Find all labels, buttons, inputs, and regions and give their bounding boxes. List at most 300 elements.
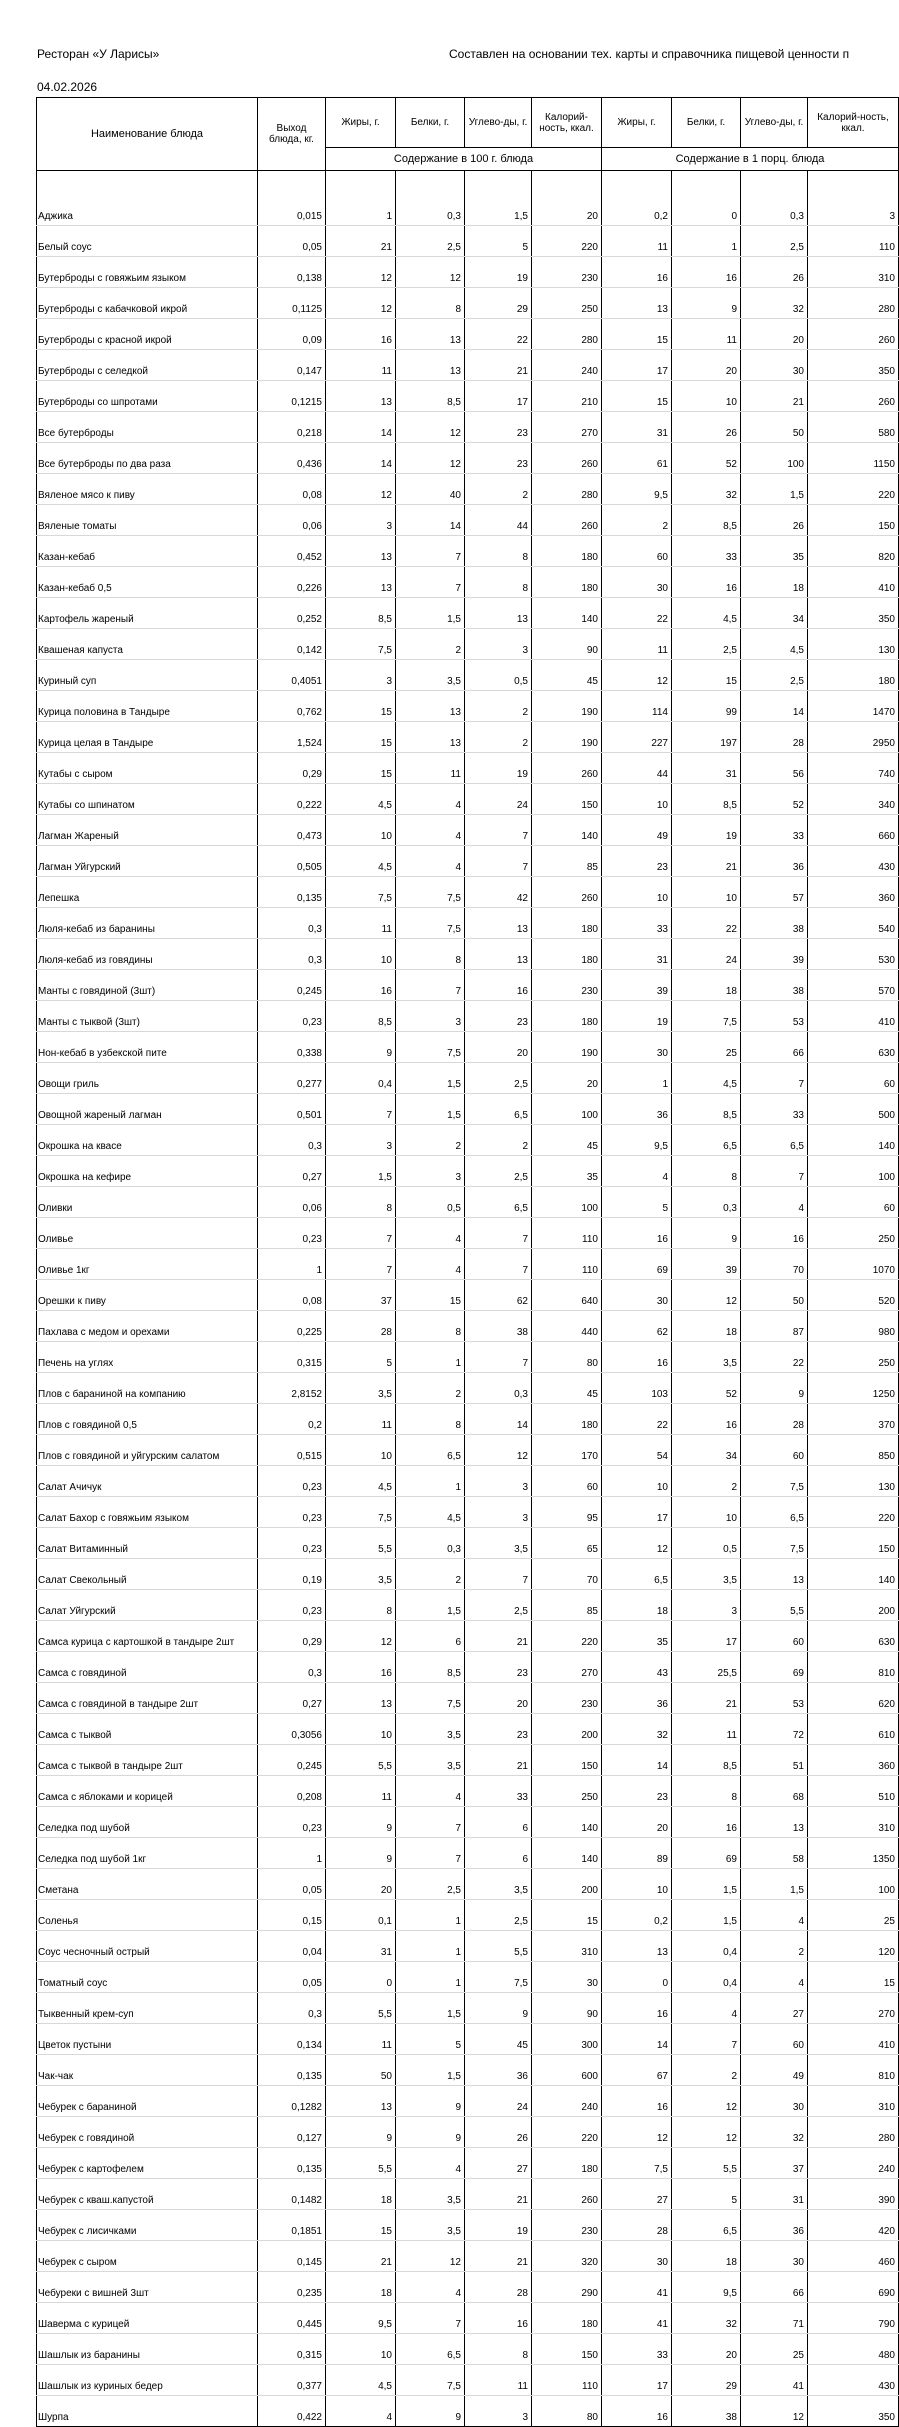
cell-carbs-portion: 60 <box>741 2024 808 2055</box>
cell-carbs-portion: 1,5 <box>741 1869 808 1900</box>
cell-yield: 0,23 <box>258 1590 326 1621</box>
cell-dish-name: Шашлык из баранины <box>37 2334 258 2365</box>
cell-protein-portion: 39 <box>672 1249 741 1280</box>
cell-carbs-portion: 100 <box>741 443 808 474</box>
cell-kcal-portion: 100 <box>808 1156 899 1187</box>
cell-carbs-100: 0,3 <box>465 1373 532 1404</box>
cell-yield: 0,208 <box>258 1776 326 1807</box>
cell-carbs-100: 2,5 <box>465 1063 532 1094</box>
cell-protein-portion: 0,5 <box>672 1528 741 1559</box>
cell-fat-100: 11 <box>326 350 396 381</box>
cell-fat-portion: 1 <box>602 1063 672 1094</box>
cell-kcal-100: 260 <box>532 2179 602 2210</box>
cell-protein-100: 4 <box>396 846 465 877</box>
cell-fat-100: 3 <box>326 1125 396 1156</box>
cell-yield: 0,218 <box>258 412 326 443</box>
cell-kcal-100: 180 <box>532 536 602 567</box>
cell-dish-name: Курица половина в Тандыре <box>37 691 258 722</box>
cell-carbs-portion: 32 <box>741 288 808 319</box>
cell-dish-name: Лагман Уйгурский <box>37 846 258 877</box>
cell-kcal-100: 100 <box>532 1094 602 1125</box>
cell-yield: 0,3056 <box>258 1714 326 1745</box>
cell-protein-100: 3 <box>396 1156 465 1187</box>
cell-carbs-100: 23 <box>465 412 532 443</box>
cell-fat-portion: 0 <box>602 1962 672 1993</box>
cell-kcal-100: 200 <box>532 1714 602 1745</box>
cell-carbs-100: 27 <box>465 2148 532 2179</box>
cell-fat-100: 1,5 <box>326 1156 396 1187</box>
cell-carbs-100: 24 <box>465 2086 532 2117</box>
cell-fat-portion: 49 <box>602 815 672 846</box>
cell-protein-100: 5 <box>396 2024 465 2055</box>
table-row <box>37 257 899 288</box>
cell-kcal-100: 65 <box>532 1528 602 1559</box>
cell-dish-name: Лепешка <box>37 877 258 908</box>
cell-kcal-portion: 250 <box>808 1218 899 1249</box>
cell-fat-100: 4,5 <box>326 784 396 815</box>
cell-dish-name: Самса с тыквой <box>37 1714 258 1745</box>
cell-fat-100: 7 <box>326 1218 396 1249</box>
cell-dish-name: Плов с говядиной 0,5 <box>37 1404 258 1435</box>
cell-dish-name: Орешки к пиву <box>37 1280 258 1311</box>
cell-carbs-100: 23 <box>465 1714 532 1745</box>
cell-carbs-portion: 5,5 <box>741 1590 808 1621</box>
cell-protein-portion: 29 <box>672 2365 741 2396</box>
cell-fat-100: 20 <box>326 1869 396 1900</box>
cell-dish-name: Манты с тыквой (3шт) <box>37 1001 258 1032</box>
cell-dish-name: Томатный соус <box>37 1962 258 1993</box>
table-row <box>37 815 899 846</box>
cell-dish-name: Салат Витаминный <box>37 1528 258 1559</box>
cell-carbs-100: 3 <box>465 1466 532 1497</box>
cell-carbs-portion: 28 <box>741 722 808 753</box>
cell-yield: 0,452 <box>258 536 326 567</box>
cell-protein-100: 15 <box>396 1280 465 1311</box>
cell-protein-100: 4 <box>396 1776 465 1807</box>
cell-carbs-portion: 66 <box>741 1032 808 1063</box>
cell-kcal-100: 260 <box>532 877 602 908</box>
table-row <box>37 2179 899 2210</box>
cell-kcal-100: 110 <box>532 1218 602 1249</box>
cell-carbs-100: 2,5 <box>465 1900 532 1931</box>
cell-fat-portion: 67 <box>602 2055 672 2086</box>
cell-kcal-portion: 220 <box>808 474 899 505</box>
cell-carbs-portion: 52 <box>741 784 808 815</box>
cell-carbs-100: 3,5 <box>465 1528 532 1559</box>
cell-protein-portion: 4,5 <box>672 598 741 629</box>
cell-fat-100: 4,5 <box>326 2365 396 2396</box>
table-row <box>37 1156 899 1187</box>
cell-carbs-portion: 12 <box>741 2396 808 2427</box>
cell-fat-portion: 62 <box>602 1311 672 1342</box>
cell-kcal-100: 45 <box>532 660 602 691</box>
cell-carbs-100: 13 <box>465 598 532 629</box>
cell-fat-portion: 11 <box>602 226 672 257</box>
cell-carbs-100: 7 <box>465 1249 532 1280</box>
col-header-yield: Выход блюда, кг. <box>258 98 326 171</box>
table-row <box>37 753 899 784</box>
cell-fat-100: 5 <box>326 1342 396 1373</box>
cell-kcal-portion: 220 <box>808 1497 899 1528</box>
cell-kcal-100: 220 <box>532 2117 602 2148</box>
cell-fat-portion: 30 <box>602 1280 672 1311</box>
cell-fat-portion: 2 <box>602 505 672 536</box>
cell-dish-name: Лагман Жареный <box>37 815 258 846</box>
cell-kcal-portion: 790 <box>808 2303 899 2334</box>
cell-dish-name: Квашеная капуста <box>37 629 258 660</box>
cell-kcal-100: 240 <box>532 2086 602 2117</box>
cell-protein-portion: 2,5 <box>672 629 741 660</box>
cell-kcal-portion: 420 <box>808 2210 899 2241</box>
cell-carbs-portion: 1,5 <box>741 474 808 505</box>
cell-protein-portion: 16 <box>672 257 741 288</box>
cell-kcal-portion: 610 <box>808 1714 899 1745</box>
cell-carbs-portion: 7 <box>741 1063 808 1094</box>
cell-protein-portion: 8,5 <box>672 505 741 536</box>
cell-kcal-100: 70 <box>532 1559 602 1590</box>
cell-protein-100: 13 <box>396 319 465 350</box>
cell-yield: 0,505 <box>258 846 326 877</box>
table-row <box>37 1094 899 1125</box>
cell-carbs-100: 11 <box>465 2365 532 2396</box>
table-row <box>37 1001 899 1032</box>
cell-yield: 0,06 <box>258 1187 326 1218</box>
cell-protein-100: 12 <box>396 443 465 474</box>
cell-fat-portion: 30 <box>602 567 672 598</box>
cell-fat-100: 3,5 <box>326 1373 396 1404</box>
group-header-per-portion: Содержание в 1 порц. блюда <box>602 148 899 171</box>
cell-yield: 0,3 <box>258 1652 326 1683</box>
cell-carbs-100: 33 <box>465 1776 532 1807</box>
cell-fat-portion: 11 <box>602 629 672 660</box>
cell-kcal-portion: 850 <box>808 1435 899 1466</box>
cell-fat-100: 7,5 <box>326 629 396 660</box>
cell-protein-portion: 0,4 <box>672 1962 741 1993</box>
cell-protein-100: 6 <box>396 1621 465 1652</box>
cell-protein-portion: 18 <box>672 970 741 1001</box>
cell-kcal-100: 95 <box>532 1497 602 1528</box>
cell-fat-100: 15 <box>326 691 396 722</box>
col-header-kcal-portion: Калорий-ность, ккал. <box>808 98 899 148</box>
cell-fat-100: 7,5 <box>326 1497 396 1528</box>
cell-fat-100: 14 <box>326 412 396 443</box>
cell-dish-name: Овощной жареный лагман <box>37 1094 258 1125</box>
cell-carbs-100: 13 <box>465 908 532 939</box>
col-header-carbs-100: Углево-ды, г. <box>465 98 532 148</box>
cell-kcal-100: 180 <box>532 1001 602 1032</box>
cell-carbs-portion: 4 <box>741 1962 808 1993</box>
cell-kcal-100: 280 <box>532 474 602 505</box>
cell-yield: 0,473 <box>258 815 326 846</box>
cell-protein-portion: 12 <box>672 1280 741 1311</box>
cell-fat-portion: 9,5 <box>602 1125 672 1156</box>
cell-carbs-100: 21 <box>465 350 532 381</box>
cell-dish-name: Бутерброды со шпротами <box>37 381 258 412</box>
cell-protein-portion: 31 <box>672 753 741 784</box>
cell-yield: 0,235 <box>258 2272 326 2303</box>
cell-protein-portion: 8 <box>672 1776 741 1807</box>
cell-carbs-100: 3 <box>465 629 532 660</box>
cell-dish-name: Шурпа <box>37 2396 258 2427</box>
cell-protein-100: 0,3 <box>396 195 465 226</box>
cell-fat-100: 16 <box>326 319 396 350</box>
cell-fat-portion: 16 <box>602 257 672 288</box>
cell-dish-name: Все бутерброды <box>37 412 258 443</box>
cell-yield: 0,222 <box>258 784 326 815</box>
cell-protein-portion: 197 <box>672 722 741 753</box>
cell-fat-portion: 27 <box>602 2179 672 2210</box>
cell-protein-portion: 1 <box>672 226 741 257</box>
cell-protein-portion: 8,5 <box>672 1094 741 1125</box>
cell-carbs-100: 21 <box>465 1745 532 1776</box>
cell-kcal-portion: 460 <box>808 2241 899 2272</box>
table-row <box>37 1497 899 1528</box>
cell-protein-100: 1 <box>396 1931 465 1962</box>
table-header-row <box>37 98 899 148</box>
cell-fat-portion: 60 <box>602 536 672 567</box>
cell-kcal-100: 100 <box>532 1187 602 1218</box>
cell-fat-100: 8 <box>326 1187 396 1218</box>
cell-fat-portion: 33 <box>602 2334 672 2365</box>
cell-protein-100: 7 <box>396 567 465 598</box>
cell-protein-portion: 11 <box>672 1714 741 1745</box>
cell-carbs-100: 7 <box>465 1342 532 1373</box>
cell-yield: 0,225 <box>258 1311 326 1342</box>
cell-fat-100: 12 <box>326 257 396 288</box>
cell-kcal-portion: 130 <box>808 1466 899 1497</box>
cell-kcal-portion: 1070 <box>808 1249 899 1280</box>
table-row <box>37 288 899 319</box>
cell-fat-portion: 19 <box>602 1001 672 1032</box>
cell-yield: 0,315 <box>258 1342 326 1373</box>
cell-carbs-portion: 2 <box>741 1931 808 1962</box>
cell-kcal-100: 85 <box>532 1590 602 1621</box>
cell-carbs-100: 26 <box>465 2117 532 2148</box>
cell-protein-portion: 16 <box>672 567 741 598</box>
cell-kcal-100: 250 <box>532 288 602 319</box>
cell-carbs-portion: 53 <box>741 1001 808 1032</box>
cell-dish-name: Салат Ачичук <box>37 1466 258 1497</box>
cell-kcal-100: 230 <box>532 257 602 288</box>
cell-protein-100: 4 <box>396 1218 465 1249</box>
cell-fat-portion: 44 <box>602 753 672 784</box>
cell-carbs-portion: 72 <box>741 1714 808 1745</box>
cell-dish-name: Шашлык из куриных бедер <box>37 2365 258 2396</box>
cell-carbs-portion: 6,5 <box>741 1125 808 1156</box>
cell-kcal-100: 230 <box>532 2210 602 2241</box>
table-row <box>37 1187 899 1218</box>
cell-kcal-100: 140 <box>532 1838 602 1869</box>
cell-carbs-portion: 50 <box>741 1280 808 1311</box>
cell-carbs-100: 23 <box>465 1001 532 1032</box>
cell-kcal-100: 180 <box>532 567 602 598</box>
cell-dish-name: Шаверма с курицей <box>37 2303 258 2334</box>
table-spacer-row <box>37 171 899 196</box>
cell-fat-100: 16 <box>326 970 396 1001</box>
cell-protein-portion: 9,5 <box>672 2272 741 2303</box>
cell-kcal-100: 45 <box>532 1373 602 1404</box>
cell-yield: 0,19 <box>258 1559 326 1590</box>
cell-kcal-portion: 3 <box>808 195 899 226</box>
cell-fat-100: 10 <box>326 1435 396 1466</box>
cell-kcal-100: 110 <box>532 1249 602 1280</box>
cell-carbs-portion: 36 <box>741 846 808 877</box>
cell-dish-name: Люля-кебаб из говядины <box>37 939 258 970</box>
cell-carbs-100: 7 <box>465 846 532 877</box>
cell-yield: 0,226 <box>258 567 326 598</box>
table-row <box>37 412 899 443</box>
cell-carbs-100: 7 <box>465 815 532 846</box>
cell-kcal-100: 240 <box>532 350 602 381</box>
cell-kcal-portion: 540 <box>808 908 899 939</box>
cell-carbs-portion: 27 <box>741 1993 808 2024</box>
cell-protein-portion: 2 <box>672 2055 741 2086</box>
cell-yield: 0,422 <box>258 2396 326 2427</box>
cell-carbs-100: 14 <box>465 1404 532 1435</box>
cell-carbs-portion: 60 <box>741 1621 808 1652</box>
cell-protein-100: 8,5 <box>396 381 465 412</box>
cell-protein-100: 7,5 <box>396 877 465 908</box>
cell-kcal-portion: 310 <box>808 257 899 288</box>
cell-carbs-100: 20 <box>465 1683 532 1714</box>
cell-carbs-100: 12 <box>465 1435 532 1466</box>
cell-protein-100: 9 <box>396 2086 465 2117</box>
cell-protein-100: 1 <box>396 1342 465 1373</box>
cell-protein-100: 9 <box>396 2396 465 2427</box>
cell-kcal-portion: 100 <box>808 1869 899 1900</box>
cell-fat-portion: 103 <box>602 1373 672 1404</box>
cell-protein-100: 3,5 <box>396 1745 465 1776</box>
cell-protein-portion: 5,5 <box>672 2148 741 2179</box>
cell-protein-100: 7,5 <box>396 2365 465 2396</box>
cell-protein-portion: 5 <box>672 2179 741 2210</box>
cell-fat-portion: 16 <box>602 1218 672 1249</box>
cell-carbs-portion: 25 <box>741 2334 808 2365</box>
cell-protein-portion: 17 <box>672 1621 741 1652</box>
cell-fat-100: 11 <box>326 908 396 939</box>
table-row <box>37 1373 899 1404</box>
cell-protein-portion: 38 <box>672 2396 741 2427</box>
cell-kcal-100: 180 <box>532 1404 602 1435</box>
cell-kcal-portion: 740 <box>808 753 899 784</box>
cell-carbs-portion: 9 <box>741 1373 808 1404</box>
cell-fat-100: 11 <box>326 2024 396 2055</box>
cell-yield: 0,23 <box>258 1001 326 1032</box>
cell-protein-portion: 8 <box>672 1156 741 1187</box>
cell-carbs-100: 8 <box>465 567 532 598</box>
cell-kcal-portion: 270 <box>808 1993 899 2024</box>
table-row <box>37 1652 899 1683</box>
cell-protein-portion: 26 <box>672 412 741 443</box>
cell-kcal-100: 190 <box>532 722 602 753</box>
cell-fat-portion: 10 <box>602 1869 672 1900</box>
cell-kcal-portion: 310 <box>808 1807 899 1838</box>
cell-carbs-portion: 35 <box>741 536 808 567</box>
cell-yield: 0,23 <box>258 1497 326 1528</box>
cell-kcal-portion: 620 <box>808 1683 899 1714</box>
group-header-per-100g: Содержание в 100 г. блюда <box>326 148 602 171</box>
cell-carbs-portion: 68 <box>741 1776 808 1807</box>
cell-carbs-portion: 58 <box>741 1838 808 1869</box>
cell-protein-100: 11 <box>396 753 465 784</box>
cell-yield: 0,245 <box>258 1745 326 1776</box>
col-header-protein-100: Белки, г. <box>396 98 465 148</box>
table-row <box>37 2210 899 2241</box>
cell-kcal-portion: 390 <box>808 2179 899 2210</box>
cell-kcal-100: 180 <box>532 908 602 939</box>
cell-kcal-portion: 690 <box>808 2272 899 2303</box>
cell-kcal-portion: 820 <box>808 536 899 567</box>
cell-dish-name: Казан-кебаб 0,5 <box>37 567 258 598</box>
cell-fat-portion: 7,5 <box>602 2148 672 2179</box>
cell-kcal-100: 280 <box>532 319 602 350</box>
cell-yield: 0,23 <box>258 1218 326 1249</box>
cell-kcal-portion: 120 <box>808 1931 899 1962</box>
table-row <box>37 2303 899 2334</box>
cell-kcal-portion: 810 <box>808 1652 899 1683</box>
cell-kcal-100: 600 <box>532 2055 602 2086</box>
table-row <box>37 660 899 691</box>
table-row <box>37 1435 899 1466</box>
cell-kcal-portion: 660 <box>808 815 899 846</box>
cell-protein-portion: 4,5 <box>672 1063 741 1094</box>
cell-yield: 0,4051 <box>258 660 326 691</box>
cell-carbs-100: 36 <box>465 2055 532 2086</box>
table-row <box>37 1683 899 1714</box>
cell-fat-100: 8,5 <box>326 598 396 629</box>
cell-protein-portion: 3,5 <box>672 1559 741 1590</box>
cell-yield: 0,23 <box>258 1807 326 1838</box>
cell-yield: 1 <box>258 1838 326 1869</box>
cell-protein-100: 2 <box>396 629 465 660</box>
cell-fat-portion: 0,2 <box>602 195 672 226</box>
cell-kcal-portion: 360 <box>808 1745 899 1776</box>
cell-fat-portion: 16 <box>602 2396 672 2427</box>
cell-fat-100: 18 <box>326 2179 396 2210</box>
cell-carbs-portion: 13 <box>741 1559 808 1590</box>
cell-protein-portion: 4 <box>672 1993 741 2024</box>
cell-kcal-portion: 280 <box>808 288 899 319</box>
cell-fat-portion: 20 <box>602 1807 672 1838</box>
cell-fat-portion: 30 <box>602 1032 672 1063</box>
cell-fat-portion: 15 <box>602 319 672 350</box>
cell-protein-100: 13 <box>396 691 465 722</box>
table-row <box>37 1559 899 1590</box>
cell-yield: 0,29 <box>258 1621 326 1652</box>
cell-protein-100: 1 <box>396 1466 465 1497</box>
cell-kcal-100: 150 <box>532 1745 602 1776</box>
cell-kcal-portion: 250 <box>808 1342 899 1373</box>
cell-carbs-100: 21 <box>465 2179 532 2210</box>
cell-carbs-portion: 21 <box>741 381 808 412</box>
cell-kcal-portion: 410 <box>808 2024 899 2055</box>
table-row <box>37 1807 899 1838</box>
cell-kcal-portion: 15 <box>808 1962 899 1993</box>
cell-yield: 0,252 <box>258 598 326 629</box>
cell-dish-name: Казан-кебаб <box>37 536 258 567</box>
cell-protein-100: 12 <box>396 412 465 443</box>
cell-carbs-portion: 38 <box>741 908 808 939</box>
cell-kcal-100: 440 <box>532 1311 602 1342</box>
cell-kcal-100: 90 <box>532 1993 602 2024</box>
document-subtitle: Составлен на основании тех. карты и справочника пищевой ценности п <box>449 47 850 61</box>
table-row <box>37 1311 899 1342</box>
cell-carbs-100: 7,5 <box>465 1962 532 1993</box>
cell-kcal-100: 290 <box>532 2272 602 2303</box>
cell-carbs-portion: 7,5 <box>741 1466 808 1497</box>
table-row <box>37 1528 899 1559</box>
cell-carbs-100: 28 <box>465 2272 532 2303</box>
